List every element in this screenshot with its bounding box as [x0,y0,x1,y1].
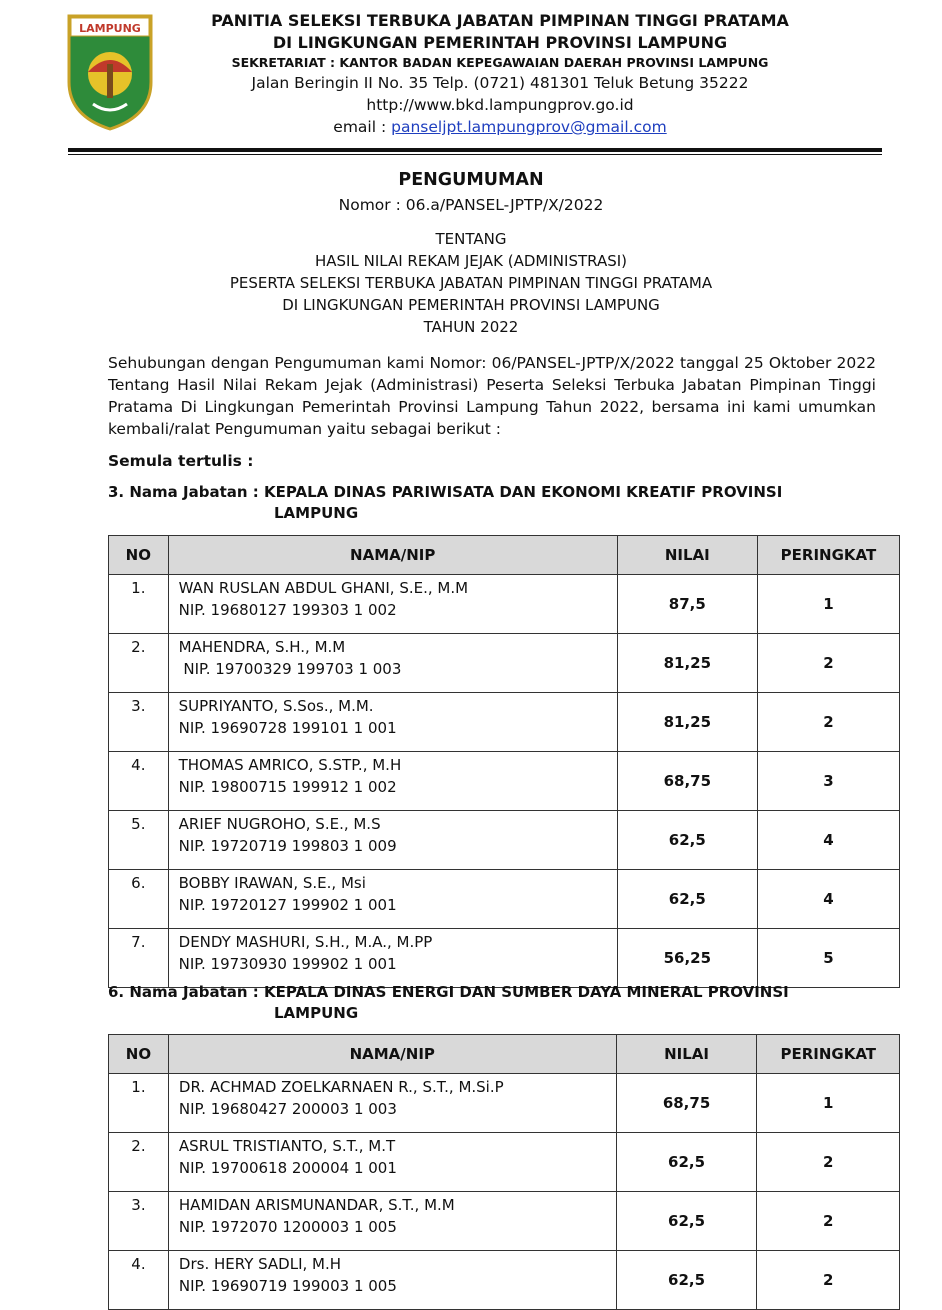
header-line-1: PANITIA SELEKSI TERBUKA JABATAN PIMPINAN TINGGI PRATAMA [211,11,789,30]
candidate-name: Drs. HERY SADLI, M.H [178,1255,342,1273]
row-nilai: 62,5 [617,811,757,870]
candidate-name: ARIEF NUGROHO, S.E., M.S [178,815,381,833]
section-heading-line: 3. Nama Jabatan : KEPALA DINAS PARIWISATA DAN EKONOMI KREATIF PROVINSI [108,483,783,501]
row-peringkat: 1 [757,575,899,634]
section-heading-line: LAMPUNG [274,1004,359,1022]
announcement-title: PENGUMUMAN [398,170,544,190]
candidate-nip: NIP. 1972070 1200003 1 005 [178,1218,397,1236]
table-row [109,811,900,870]
subject-line: HASIL NILAI REKAM JEJAK (ADMINISTRASI) [314,252,627,270]
subject-line: TENTANG [435,230,507,248]
row-no: 3. [109,1192,169,1251]
header-line-2: DI LINGKUNGAN PEMERINTAH PROVINSI LAMPUNG [272,33,728,52]
table-row [109,575,900,634]
row-peringkat: 4 [757,811,899,870]
table-row [109,693,900,752]
row-nilai: 62,5 [617,870,757,929]
table-row [109,1074,900,1133]
row-peringkat: 3 [757,752,899,811]
row-nilai: 68,75 [617,752,757,811]
candidate-nip: NIP. 19690728 199101 1 001 [178,719,397,737]
column-header-nilai: NILAI [617,536,757,575]
column-header-peringkat: PERINGKAT [757,1035,900,1074]
table-header-row [109,1035,900,1074]
row-no: 6. [109,870,169,929]
row-nama-nip [168,870,617,929]
column-header-no: NO [109,536,169,575]
section-heading-line: LAMPUNG [274,504,359,522]
row-no: 1. [109,1074,169,1133]
row-nama-nip [168,1251,616,1310]
row-nama-nip [168,929,617,988]
header-address: Jalan Beringin II No. 35 Telp. (0721) 481301 Teluk Betung 35222 [251,74,749,92]
row-nama-nip [168,1133,616,1192]
row-no: 2. [109,634,169,693]
table-row [109,1192,900,1251]
candidate-name: MAHENDRA, S.H., M.M [178,638,346,656]
row-no: 1. [109,575,169,634]
row-peringkat: 2 [757,1133,900,1192]
row-nama-nip [168,1192,616,1251]
table-row [109,929,900,988]
row-nilai: 68,75 [616,1074,757,1133]
column-header-nama: NAMA/NIP [168,536,617,575]
row-peringkat: 2 [757,1251,900,1310]
letterhead-rule-thin [68,154,882,155]
column-header-nama: NAMA/NIP [168,1035,616,1074]
section-heading [108,982,888,1024]
semula-label: Semula tertulis : [108,452,254,470]
logo-text: LAMPUNG [79,22,141,35]
row-nilai: 62,5 [616,1133,757,1192]
row-peringkat: 1 [757,1074,900,1133]
row-peringkat: 2 [757,1192,900,1251]
announcement-subject [0,228,942,338]
row-no: 5. [109,811,169,870]
table-row [109,870,900,929]
header-line-3: SEKRETARIAT : KANTOR BADAN KEPEGAWAIAN DAERAH PROVINSI LAMPUNG [231,55,769,70]
subject-line: PESERTA SELEKSI TERBUKA JABATAN PIMPINAN TINGGI PRATAMA [229,274,713,292]
candidate-name: DR. ACHMAD ZOELKARNAEN R., S.T., M.Si.P [178,1078,504,1096]
candidate-nip: NIP. 19730930 199902 1 001 [178,955,397,973]
row-nilai: 62,5 [616,1192,757,1251]
row-peringkat: 4 [757,870,899,929]
results-table [108,535,900,988]
header-website[interactable]: http://www.bkd.lampungprov.go.id [366,96,634,114]
column-header-nilai: NILAI [616,1035,757,1074]
announcement-body: Sehubungan dengan Pengumuman kami Nomor: 06/PANSEL-JPTP/X/2022 tanggal 25 Oktober 2022 Tentang Hasil Nilai Rekam Jejak (Administrasi) Peserta Seleksi Terbuka Jabatan Pimpinan Tinggi Pratama Di Lingkungan Pemerintah Provinsi Lampung Tahun 2022, bersama ini kami umumkan kembali/ralat Pengumuman yaitu sebagai berikut : [108,354,876,438]
candidate-name: HAMIDAN ARISMUNANDAR, S.T., M.M [178,1196,455,1214]
section-heading-line: 6. Nama Jabatan : KEPALA DINAS ENERGI DAN SUMBER DAYA MINERAL PROVINSI [108,983,789,1001]
candidate-nip: NIP. 19680427 200003 1 003 [178,1100,397,1118]
row-peringkat: 2 [757,693,899,752]
column-header-no: NO [109,1035,169,1074]
row-nilai: 81,25 [617,634,757,693]
candidate-name: THOMAS AMRICO, S.STP., M.H [178,756,402,774]
candidate-name: SUPRIYANTO, S.Sos., M.M. [178,697,374,715]
results-table [108,1034,900,1310]
row-nilai: 87,5 [617,575,757,634]
row-peringkat: 2 [757,634,899,693]
candidate-nip: NIP. 19720127 199902 1 001 [178,896,397,914]
row-nama-nip [168,752,617,811]
row-nama-nip [168,1074,616,1133]
candidate-name: WAN RUSLAN ABDUL GHANI, S.E., M.M [178,579,469,597]
row-peringkat: 5 [757,929,899,988]
row-nama-nip [168,693,617,752]
column-header-peringkat: PERINGKAT [757,536,899,575]
row-nama-nip [168,634,617,693]
lampung-emblem-logo [65,12,155,132]
table-header-row [109,536,900,575]
row-nilai: 62,5 [616,1251,757,1310]
row-nama-nip [168,575,617,634]
candidate-name: DENDY MASHURI, S.H., M.A., M.PP [178,933,433,951]
candidate-nip: NIP. 19800715 199912 1 002 [178,778,397,796]
candidate-nip: NIP. 19700329 199703 1 003 [178,660,402,678]
row-no: 4. [109,1251,169,1310]
table-row [109,634,900,693]
announcement-number: Nomor : 06.a/PANSEL-JPTP/X/2022 [338,196,604,214]
candidate-nip: NIP. 19700618 200004 1 001 [178,1159,397,1177]
candidate-nip: NIP. 19690719 199003 1 005 [178,1277,397,1295]
row-no: 3. [109,693,169,752]
subject-line: DI LINGKUNGAN PEMERINTAH PROVINSI LAMPUNG [282,296,660,314]
row-no: 2. [109,1133,169,1192]
candidate-nip: NIP. 19720719 199803 1 009 [178,837,397,855]
row-no: 7. [109,929,169,988]
header-email-line [160,116,840,138]
row-nilai: 56,25 [617,929,757,988]
candidate-nip: NIP. 19680127 199303 1 002 [178,601,397,619]
email-link[interactable]: panseljpt.lampungprov@gmail.com [391,118,667,136]
table-row [109,752,900,811]
letterhead [160,10,840,138]
section-heading [108,482,888,524]
row-nilai: 81,25 [617,693,757,752]
candidate-name: BOBBY IRAWAN, S.E., Msi [178,874,366,892]
row-no: 4. [109,752,169,811]
email-label: email : [333,118,392,136]
table-row [109,1133,900,1192]
row-nama-nip [168,811,617,870]
subject-line: TAHUN 2022 [423,318,519,336]
letterhead-rule [68,148,882,152]
candidate-name: ASRUL TRISTIANTO, S.T., M.T [178,1137,396,1155]
table-row [109,1251,900,1310]
